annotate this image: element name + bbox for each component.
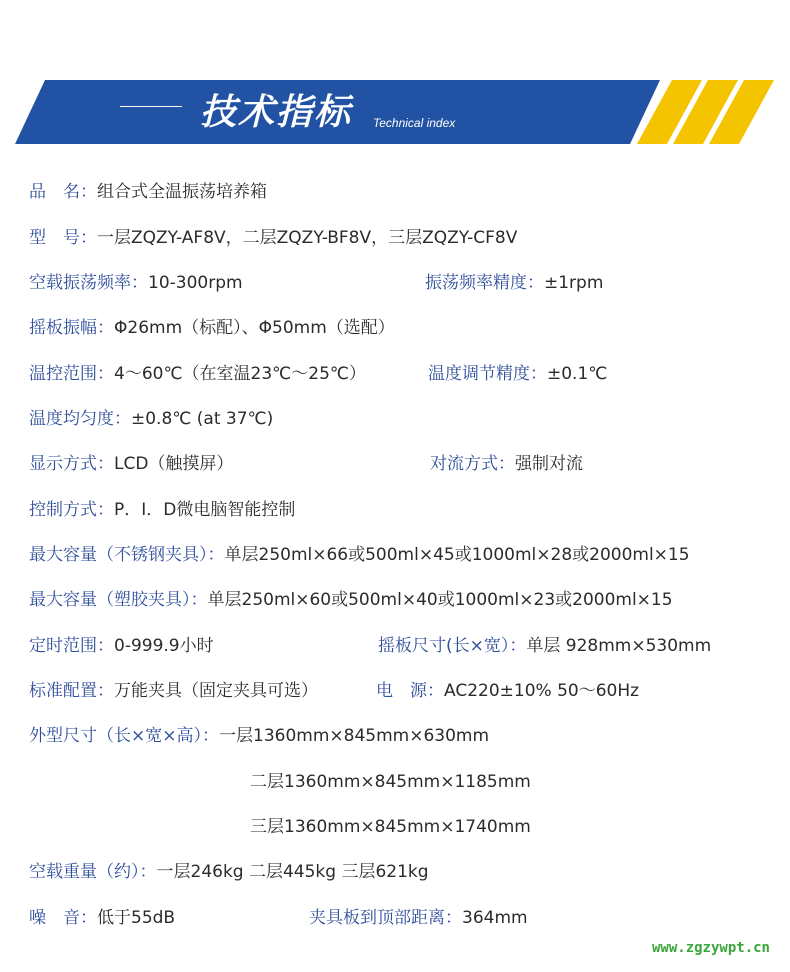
spec-value: ±1rpm (544, 273, 604, 293)
spec-dimensions-line-2 (250, 771, 531, 793)
spec-display (29, 453, 233, 475)
spec-convection (430, 453, 583, 475)
spec-label: 标准配置： (29, 681, 114, 701)
spec-value: ±0.8℃ (at 37℃) (131, 409, 274, 429)
spec-board-size (378, 635, 711, 657)
spec-weight (29, 861, 429, 883)
spec-label: 振荡频率精度： (425, 273, 544, 293)
section-banner (0, 80, 790, 146)
spec-label: 摇板振幅： (29, 318, 114, 338)
banner-decor-line (120, 106, 182, 107)
spec-value: 一层246kg 二层445kg 三层621kg (156, 862, 429, 882)
spec-value: 组合式全温振荡培养箱 (97, 182, 267, 202)
spec-label: 最大容量（不锈钢夹具）： (29, 545, 225, 565)
spec-idle-freq (29, 272, 243, 294)
spec-value: 单层250ml×60或500ml×40或1000ml×23或2000ml×15 (207, 590, 673, 610)
spec-value: ±0.1℃ (547, 364, 608, 384)
spec-temp-precision (428, 363, 607, 385)
spec-label: 控制方式： (29, 500, 114, 520)
spec-label: 外型尺寸（长×宽×高）： (29, 726, 219, 746)
spec-label: 电 源： (376, 681, 444, 701)
watermark: www.zgzywpt.cn (651, 940, 770, 956)
spec-label: 型 号： (29, 228, 97, 248)
spec-label: 温控范围： (29, 364, 114, 384)
spec-label: 定时范围： (29, 636, 114, 656)
spec-value: P．I．D微电脑智能控制 (114, 500, 296, 520)
spec-temp-range (29, 363, 366, 385)
spec-value: 0-999.9小时 (114, 636, 214, 656)
spec-standard-config (29, 680, 318, 702)
spec-label: 温度调节精度： (428, 364, 547, 384)
spec-value: 强制对流 (515, 454, 583, 474)
spec-power (376, 680, 639, 702)
spec-value: 10-300rpm (148, 273, 243, 293)
spec-dimensions-line-3 (250, 816, 531, 838)
spec-timer (29, 635, 214, 657)
spec-temp-uniformity (29, 408, 273, 430)
spec-capacity-steel (29, 544, 690, 566)
spec-control (29, 499, 295, 521)
spec-value: 一层ZQZY-AF8V，二层ZQZY-BF8V，三层ZQZY-CF8V (97, 228, 518, 248)
spec-noise (29, 907, 175, 929)
spec-value: 万能夹具（固定夹具可选） (114, 681, 318, 701)
banner-title: 技术指标 (200, 92, 353, 133)
spec-model (29, 227, 517, 249)
spec-label: 温度均匀度： (29, 409, 131, 429)
spec-value: Φ26mm（标配）、Φ50mm（选配） (114, 318, 395, 338)
spec-freq-precision (425, 272, 603, 294)
spec-clamp-top-distance (309, 907, 528, 929)
spec-value: 单层250ml×66或500ml×45或1000ml×28或2000ml×15 (224, 545, 690, 565)
spec-label: 夹具板到顶部距离： (309, 908, 462, 928)
spec-label: 显示方式： (29, 454, 114, 474)
spec-label: 空载振荡频率： (29, 273, 148, 293)
spec-label: 噪 音： (29, 908, 97, 928)
spec-label: 品 名： (29, 182, 97, 202)
spec-value: 三层1360mm×845mm×1740mm (250, 817, 531, 837)
banner-graphic (0, 80, 790, 146)
spec-label: 摇板尺寸(长×宽）： (378, 636, 527, 656)
spec-value: 单层 928mm×530mm (526, 636, 712, 656)
spec-product-name (29, 181, 267, 203)
spec-value: 4～60℃（在室温23℃～25℃） (114, 364, 366, 384)
spec-value: 364mm (462, 908, 528, 928)
spec-amplitude (29, 317, 395, 339)
spec-dimensions (29, 725, 489, 747)
spec-capacity-plastic (29, 589, 673, 611)
banner-subtitle: Technical index (373, 116, 456, 130)
spec-value: LCD（触摸屏） (114, 454, 234, 474)
spec-label: 对流方式： (430, 454, 515, 474)
spec-value: 低于55dB (97, 908, 176, 928)
spec-value: AC220±10% 50～60Hz (444, 681, 640, 701)
spec-label: 最大容量（塑胶夹具）： (29, 590, 208, 610)
spec-label: 空载重量（约）： (29, 862, 157, 882)
spec-value: 一层1360mm×845mm×630mm (219, 726, 490, 746)
spec-value: 二层1360mm×845mm×1185mm (250, 772, 531, 792)
